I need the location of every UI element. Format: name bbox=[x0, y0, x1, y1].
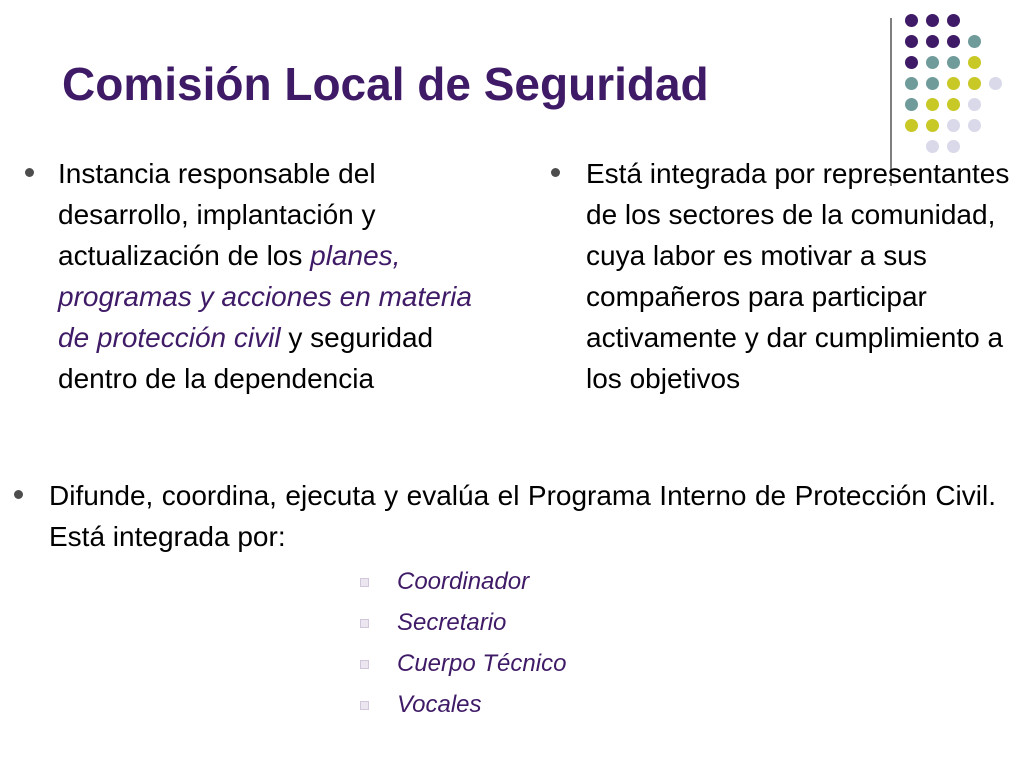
left-column-paragraph bbox=[58, 153, 503, 399]
decorative-dot bbox=[968, 119, 981, 132]
decorative-dot bbox=[947, 119, 960, 132]
bottom-paragraph-bullet bbox=[14, 490, 23, 499]
decorative-dot bbox=[968, 98, 981, 111]
decorative-dot bbox=[905, 14, 918, 27]
decorative-dot bbox=[947, 35, 960, 48]
left-column-bullet bbox=[25, 168, 34, 177]
decorative-dot bbox=[926, 35, 939, 48]
member-bullet-coordinador bbox=[360, 578, 369, 587]
decorative-dot bbox=[926, 14, 939, 27]
decorative-dot bbox=[968, 56, 981, 69]
right-column-bullet bbox=[551, 168, 560, 177]
decorative-dot bbox=[926, 140, 939, 153]
member-bullet-vocales bbox=[360, 701, 369, 710]
left-column-text-after: y seguridad dentro de la dependencia bbox=[58, 322, 434, 394]
decorative-dot bbox=[947, 77, 960, 90]
member-bullet-cuerpo-tecnico bbox=[360, 660, 369, 669]
member-cuerpo-tecnico: Cuerpo Técnico bbox=[397, 650, 567, 677]
decorative-dot bbox=[905, 119, 918, 132]
left-column-text-before: Instancia responsable del desarrollo, implantación y actualización de los bbox=[58, 158, 376, 271]
decorative-dot bbox=[926, 98, 939, 111]
decorative-dot bbox=[926, 77, 939, 90]
slide-title: Comisión Local de Seguridad bbox=[62, 58, 709, 110]
decorative-dot bbox=[905, 56, 918, 69]
decorative-dot bbox=[947, 98, 960, 111]
decorative-dot bbox=[905, 35, 918, 48]
decorative-dot bbox=[989, 77, 1002, 90]
right-column-paragraph: Está integrada por representantes de los sectores de la comunidad, cuya labor es motivar a sus compañeros para participar activamente y dar cumplimiento a los objetivos bbox=[586, 158, 1010, 394]
decorative-dot bbox=[947, 14, 960, 27]
decorative-dot bbox=[947, 56, 960, 69]
member-vocales: Vocales bbox=[397, 691, 482, 718]
decorative-dot bbox=[905, 77, 918, 90]
decorative-dot bbox=[968, 77, 981, 90]
decorative-dot bbox=[926, 119, 939, 132]
member-bullet-secretario bbox=[360, 619, 369, 628]
decorative-dot bbox=[926, 56, 939, 69]
decorative-dot bbox=[905, 98, 918, 111]
decorative-dot bbox=[947, 140, 960, 153]
member-coordinador: Coordinador bbox=[397, 568, 530, 595]
decorative-dot-grid bbox=[905, 14, 990, 164]
member-secretario: Secretario bbox=[397, 609, 507, 636]
left-column-emphasis: planes, programas y acciones en materia de protección civil bbox=[58, 240, 472, 353]
decorative-dot bbox=[968, 35, 981, 48]
bottom-paragraph: Difunde, coordina, ejecuta y evalúa el Programa Interno de Protección Civil. Está integrada por: bbox=[49, 480, 996, 552]
